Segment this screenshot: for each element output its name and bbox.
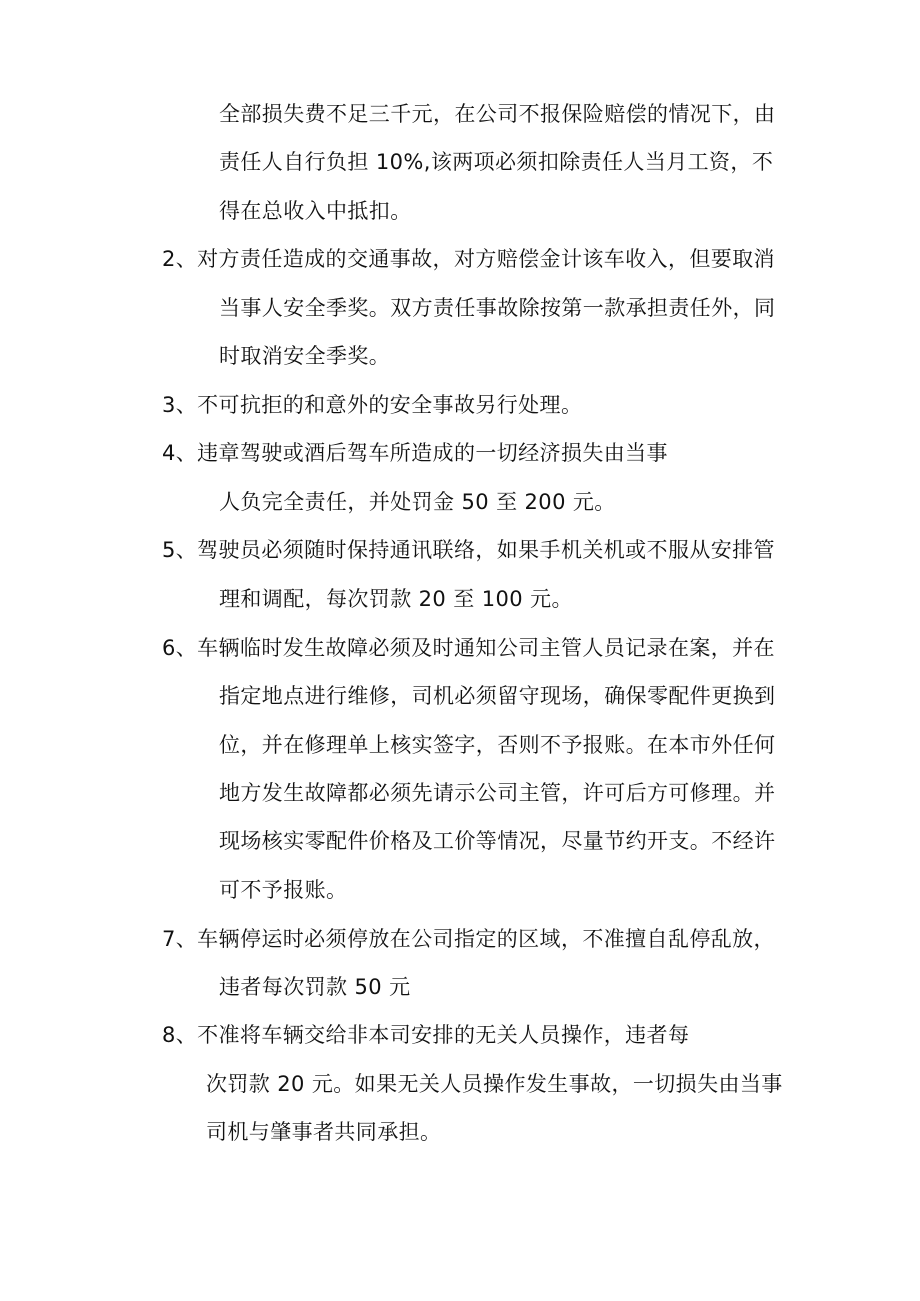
text-line: 4、违章驾驶或酒后驾车所造成的一切经济损失由当事	[162, 441, 668, 465]
text-line: 司机与肇事者共同承担。	[206, 1120, 442, 1144]
text-line: 地方发生故障都必须先请示公司主管，许可后方可修理。并	[219, 781, 776, 805]
text-line: 人负完全责任，并处罚金 50 至 200 元。	[219, 490, 616, 514]
text-line: 3、不可抗拒的和意外的安全事故另行处理。	[162, 393, 583, 417]
text-line: 现场核实零配件价格及工价等情况，尽量节约开支。不经许	[219, 829, 776, 853]
text-line: 责任人自行负担 10%,该两项必须扣除责任人当月工资，不	[219, 150, 774, 174]
text-line: 违者每次罚款 50 元	[219, 975, 411, 999]
text-line: 次罚款 20 元。如果无关人员操作发生事故，一切损失由当事	[206, 1072, 783, 1096]
text-line: 位，并在修理单上核实签字，否则不予报账。在本市外任何	[219, 733, 776, 757]
text-line: 8、不准将车辆交给非本司安排的无关人员操作，违者每	[162, 1023, 690, 1047]
text-line: 理和调配，每次罚款 20 至 100 元。	[219, 587, 573, 611]
text-line: 5、驾驶员必须随时保持通讯联络，如果手机关机或不服从安排管	[162, 538, 775, 562]
text-line: 6、车辆临时发生故障必须及时通知公司主管人员记录在案，并在	[162, 636, 775, 660]
text-line: 2、对方责任造成的交通事故，对方赔偿金计该车收入，但要取消	[162, 247, 775, 271]
text-line: 时取消安全季奖。	[219, 344, 391, 368]
text-line: 7、车辆停运时必须停放在公司指定的区域，不准擅自乱停乱放，	[162, 927, 775, 951]
text-line: 指定地点进行维修，司机必须留守现场，确保零配件更换到	[219, 684, 776, 708]
text-line: 得在总收入中抵扣。	[219, 199, 412, 223]
text-line: 当事人安全季奖。双方责任事故除按第一款承担责任外，同	[219, 296, 776, 320]
text-line: 全部损失费不足三千元，在公司不报保险赔偿的情况下，由	[219, 102, 776, 126]
text-line: 可不予报账。	[219, 878, 348, 902]
